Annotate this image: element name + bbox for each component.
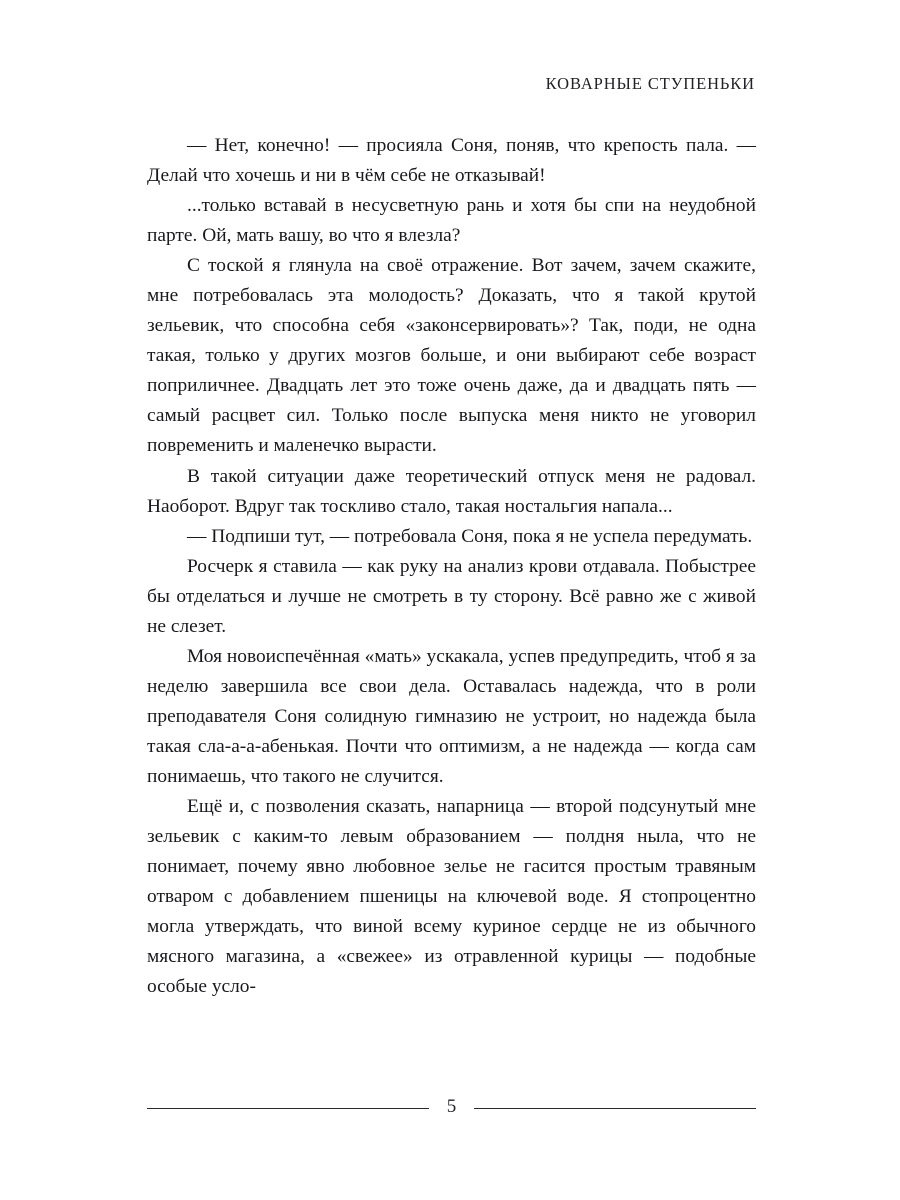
footer-rule-right <box>474 1108 756 1109</box>
paragraph: Ещё и, с позволения сказать, напарница — второй подсунутый мне зельевик с каким-то левым образованием — полдня ныла, что не понимает, почему явно любовное зелье не гасится простым травяным отваром с добавлением пшеницы на ключевой воде. Я стопроцентно могла утверждать, что виной всему куриное сердце не из обычного мясного магазина, а «свежее» из отравленной курицы — подобные особые усло- <box>147 796 756 998</box>
running-header-title: КОВАРНЫЕ СТУПЕНЬКИ <box>545 74 755 93</box>
page-number: 5 <box>446 1095 457 1117</box>
body-text-column <box>147 131 756 1002</box>
paragraph: В такой ситуации даже теоретический отпуск меня не радовал. Наоборот. Вдруг так тоскливо стало, такая ностальгия напала... <box>147 465 756 517</box>
paragraph: Моя новоиспечённая «мать» ускакала, успев предупредить, чтоб я за неделю завершила все свои дела. Оставалась надежда, что в роли преподавателя Соня солидную гимназию не устроит, но надежда была такая сла-а-а-абенькая. Почти что оптимизм, а не надежда — когда сам понимаешь, что такого не случится. <box>147 645 756 787</box>
paragraph: Росчерк я ставила — как руку на анализ крови отдавала. Побыстрее бы отделаться и лучше не смотреть в ту сторону. Всё равно же с живой не слезет. <box>147 555 756 637</box>
footer-rule-left <box>147 1108 429 1109</box>
paragraph: ...только вставай в несусветную рань и хотя бы спи на неудобной парте. Ой, мать вашу, во что я влезла? <box>147 195 756 247</box>
paragraph: — Подпиши тут, — потребовала Соня, пока я не успела передумать. <box>187 525 753 547</box>
paragraph: С тоской я глянула на своё отражение. Вот зачем, зачем скажите, мне потребовалась эта молодость? Доказать, что я такой крутой зельевик, что способна себя «законсервировать»? Так, поди, не одна такая, только у других мозгов больше, и они выбирают себе возраст поприличнее. Двадцать лет это тоже очень даже, да и двадцать пять — самый расцвет сил. Только после выпуска меня никто не уговорил повременить и маленечко вырасти. <box>147 255 756 457</box>
paragraph: — Нет, конечно! — просияла Соня, поняв, что крепость пала. — Делай что хочешь и ни в чём себе не отказывай! <box>147 135 756 187</box>
page-footer <box>147 1092 756 1122</box>
